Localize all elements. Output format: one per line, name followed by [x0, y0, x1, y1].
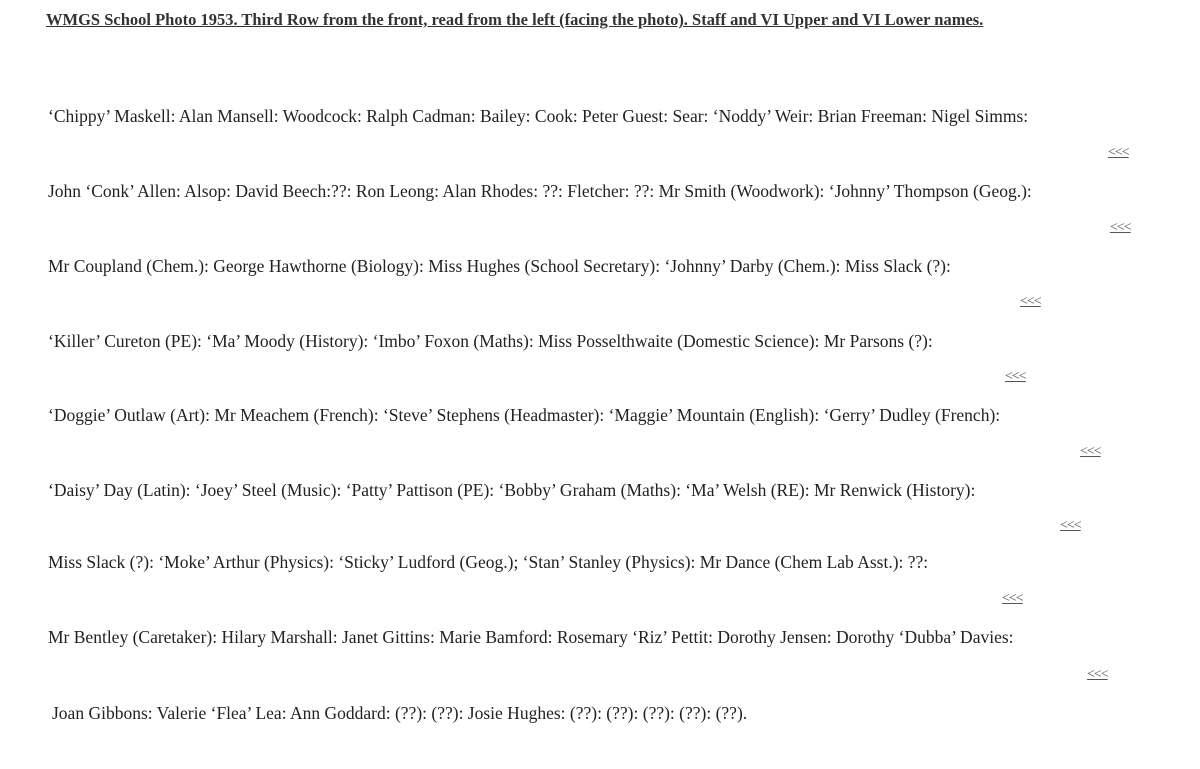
names-line-4: ‘Killer’ Cureton (PE): ‘Ma’ Moody (History): ‘Imbo’ Foxon (Maths): Miss Posselthwaite (Domestic Science): Mr Parsons (?):	[48, 331, 933, 351]
names-line-5: ‘Doggie’ Outlaw (Art): Mr Meachem (French): ‘Steve’ Stephens (Headmaster): ‘Maggie’ Mountain (English): ‘Gerry’ Dudley (French):	[48, 405, 1001, 425]
continue-mark: <<<	[1005, 369, 1026, 384]
continue-mark: <<<	[1080, 444, 1101, 459]
continue-mark: <<<	[1002, 591, 1023, 606]
names-line-7: Miss Slack (?): ‘Moke’ Arthur (Physics): ‘Sticky’ Ludford (Geog.); ‘Stan’ Stanley (Physics): Mr Dance (Chem Lab Asst.): ??:	[48, 552, 929, 572]
continue-mark: <<<	[1087, 667, 1108, 682]
document-title: WMGS School Photo 1953. Third Row from the front, read from the left (facing the photo). Staff and VI Upper and VI Lower names.	[46, 10, 984, 29]
names-line-2: John ‘Conk’ Allen: Alsop: David Beech:??: Ron Leong: Alan Rhodes: ??: Fletcher: ??: Mr Smith (Woodwork): ‘Johnny’ Thompson (Geog.):	[48, 181, 1032, 201]
names-line-6: ‘Daisy’ Day (Latin): ‘Joey’ Steel (Music): ‘Patty’ Pattison (PE): ‘Bobby’ Graham (Maths): ‘Ma’ Welsh (RE): Mr Renwick (History):	[48, 480, 976, 500]
names-line-8: Mr Bentley (Caretaker): Hilary Marshall: Janet Gittins: Marie Bamford: Rosemary ‘Riz’ Pettit: Dorothy Jensen: Dorothy ‘Dubba’ Davies:	[48, 627, 1014, 647]
continue-mark: <<<	[1108, 145, 1129, 160]
continue-mark: <<<	[1110, 220, 1131, 235]
names-line-3: Mr Coupland (Chem.): George Hawthorne (Biology): Miss Hughes (School Secretary): ‘Johnny’ Darby (Chem.): Miss Slack (?):	[48, 256, 951, 276]
continue-mark: <<<	[1020, 294, 1041, 309]
continue-mark: <<<	[1060, 518, 1081, 533]
names-line-9: Joan Gibbons: Valerie ‘Flea’ Lea: Ann Goddard: (??): (??): Josie Hughes: (??): (??): (??): (??): (??).	[52, 703, 748, 723]
names-line-1: ‘Chippy’ Maskell: Alan Mansell: Woodcock: Ralph Cadman: Bailey: Cook: Peter Guest: Sear: ‘Noddy’ Weir: Brian Freeman: Nigel Simms:	[48, 106, 1029, 126]
